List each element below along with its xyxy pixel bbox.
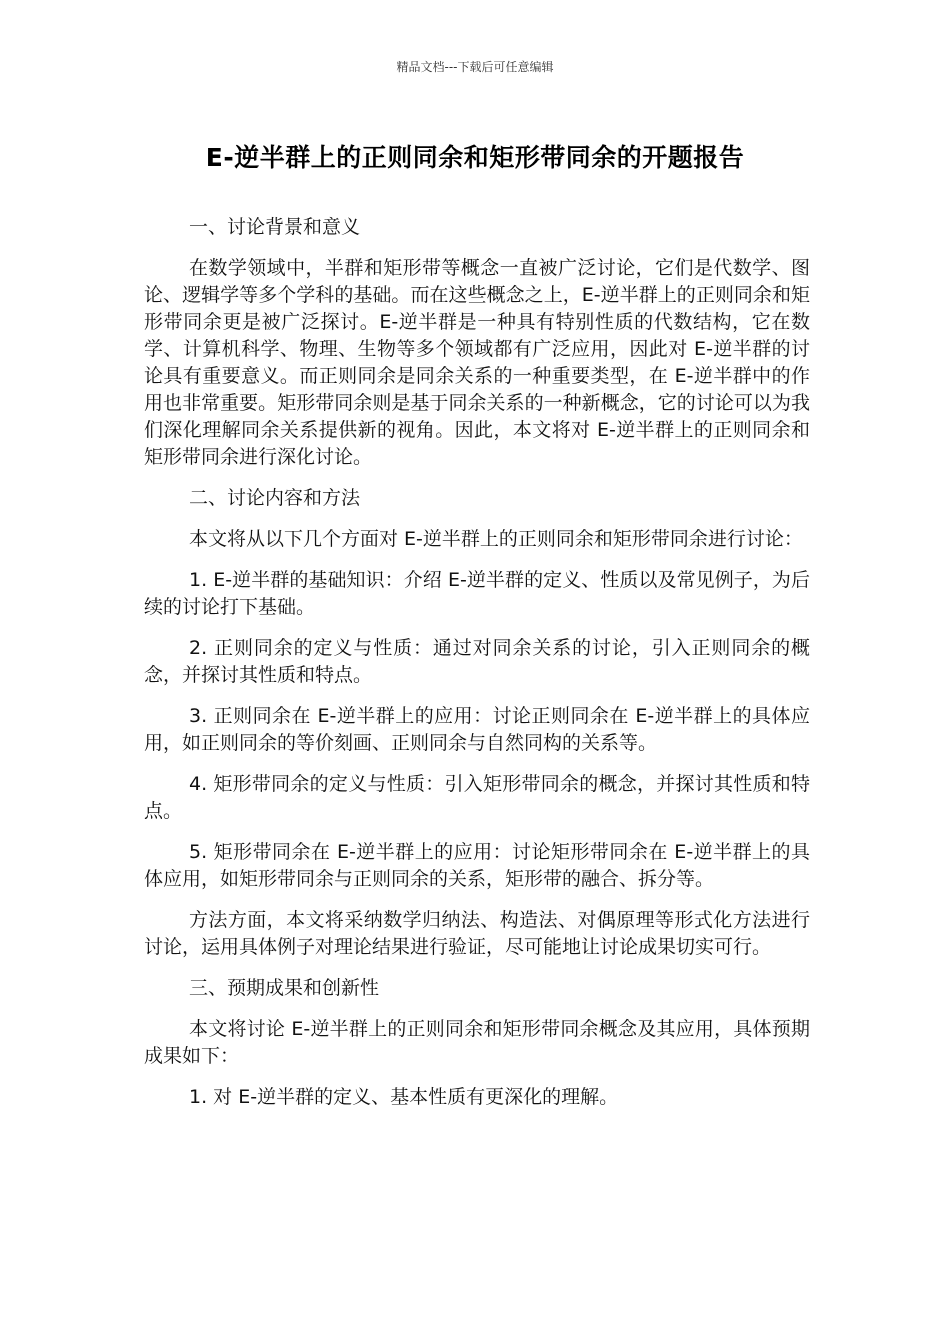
document-title: E-逆半群上的正则同余和矩形带同余的开题报告 — [205, 143, 745, 172]
list-item: 1. 对 E-逆半群的定义、基本性质有更深化的理解。 — [189, 1086, 619, 1108]
document-body — [144, 214, 810, 1125]
header-note: 精品文档---下载后可任意编辑 — [396, 60, 554, 74]
paragraph-background: 在数学领域中，半群和矩形带等概念一直被广泛讨论，它们是代数学、图论、逻辑学等多个学科的基础。而在这些概念之上，E-逆半群上的正则同余和矩形带同余更是被广泛探讨。E-逆半群是一种具有特别性质的代数结构，它在数学、计算机科学、物理、生物等多个领域都有广泛应用，因此对 E-逆半群的讨论具有重要意义。而正则同余是同余关系的一种重要类型，在 E-逆半群中的作用也非常重要。矩形带同余则是基于同余关系的一种新概念，它的讨论可以为我们深化理解同余关系提供新的视角。因此，本文将对 E-逆半群上的正则同余和矩形带同余进行深化讨论。 — [144, 257, 810, 468]
paragraph-results-intro: 本文将讨论 E-逆半群上的正则同余和矩形带同余概念及其应用，具体预期成果如下： — [144, 1018, 810, 1067]
list-item: 4. 矩形带同余的定义与性质：引入矩形带同余的概念，并探讨其性质和特点。 — [144, 773, 810, 822]
section-heading-content-method: 二、讨论内容和方法 — [189, 487, 361, 509]
section-heading-expected-results: 三、预期成果和创新性 — [189, 977, 380, 999]
list-item: 3. 正则同余在 E-逆半群上的应用：讨论正则同余在 E-逆半群上的具体应用，如正则同余的等价刻画、正则同余与自然同构的关系等。 — [144, 705, 810, 754]
paragraph-content-intro: 本文将从以下几个方面对 E-逆半群上的正则同余和矩形带同余进行讨论： — [189, 528, 803, 550]
list-item: 2. 正则同余的定义与性质：通过对同余关系的讨论，引入正则同余的概念，并探讨其性质和特点。 — [144, 637, 810, 686]
list-item: 1. E-逆半群的基础知识：介绍 E-逆半群的定义、性质以及常见例子，为后续的讨论打下基础。 — [144, 569, 810, 618]
list-item: 5. 矩形带同余在 E-逆半群上的应用：讨论矩形带同余在 E-逆半群上的具体应用，如矩形带同余与正则同余的关系，矩形带的融合、拆分等。 — [144, 841, 810, 890]
paragraph-method: 方法方面，本文将采纳数学归纳法、构造法、对偶原理等形式化方法进行讨论，运用具体例子对理论结果进行验证，尽可能地让讨论成果切实可行。 — [144, 909, 810, 958]
section-heading-background: 一、讨论背景和意义 — [189, 216, 361, 238]
